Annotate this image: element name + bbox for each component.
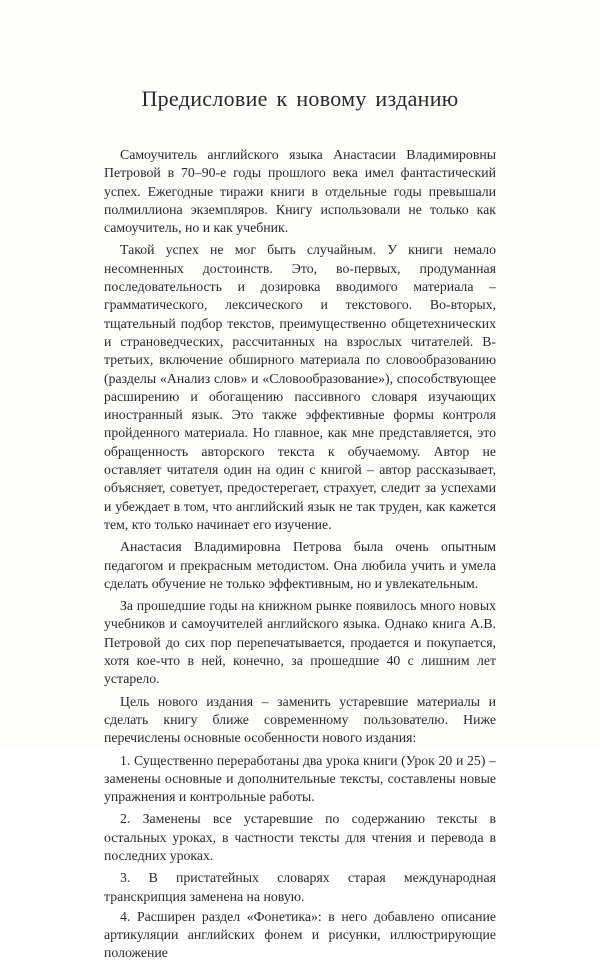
paragraph: Цель нового издания – заменить устаревшие материалы и сделать книгу ближе современному пользователю. Ниже перечислены основные особенности нового издания: [104,693,496,746]
paragraph: 3. В пристатейных словарях старая международная транскрипция заменена на новую. [104,870,496,904]
paragraph: Анастасия Владимировна Петрова была очень опытным педагогом и прекрасным методистом. Она любила учить и умела сделать обучение не только эффективным, но и увлекательным. [104,539,496,591]
paragraph: За прошедшие годы на книжном рынке появилось много новых учебников и самоучителей английского языка. Однако книга А.В. Петровой до сих пор перепечатывается, продается и покупается, хотя кое-что в ней, конечно, за прошедшие 40 с лишним лет устарело. [104,598,496,687]
paragraph: 2. Заменены все устаревшие по содержанию тексты в остальных уроках, в частности тексты для чтения и перевода в последних уроках. [104,811,496,863]
paragraph: 1. Существенно переработаны два урока книги (Урок 20 и 25) – заменены основные и дополнительные тексты, составлены новые упражнения и контрольные работы. [104,752,496,805]
page-title: Предисловие к новому изданию [141,86,459,111]
preface-body [104,146,496,967]
paragraph: Самоучитель английского языка Анастасии Владимировны Петровой в 70–90-е годы прошлого века имел фантастический успех. Ежегодные тиражи книги в отдельные годы превышали полмиллиона экземпляров. Книгу использовали не только как самоучитель, но и как учебник. [104,147,496,236]
paragraph: 4. Расширен раздел «Фонетика»: в него добавлено описание артикуляции английских фонем и рисунки, иллюстрирующие положение [104,908,496,961]
paragraph: Такой успех не мог быть случайным. У книги немало несомненных достоинств. Это, во-первых, продуманная последовательность и дозировка вводимого материала – грамматического, лексического и текстового. Во-вторых, тщательный подбор текстов, преимущественно общетехнических и страноведческих, рассчитанных на взрослых читателей. В-третьих, включение обширного материала по словообразованию (разделы «Анализ слов» и «Словообразование»), способствующее расширению и обогащению пассивного словаря изучающих иностранный язык. Это также эффективные формы контроля пройденного материала. Но главное, как мне представляется, это обращенность авторского текста к обучаемому. Автор не оставляет читателя один на один с книгой – автор рассказывает, объясняет, советует, предостерегает, страхует, следит за успехами и убеждает в том, что английский язык не так труден, как кажется тем, кто только начинает его изучение. [104,242,496,532]
